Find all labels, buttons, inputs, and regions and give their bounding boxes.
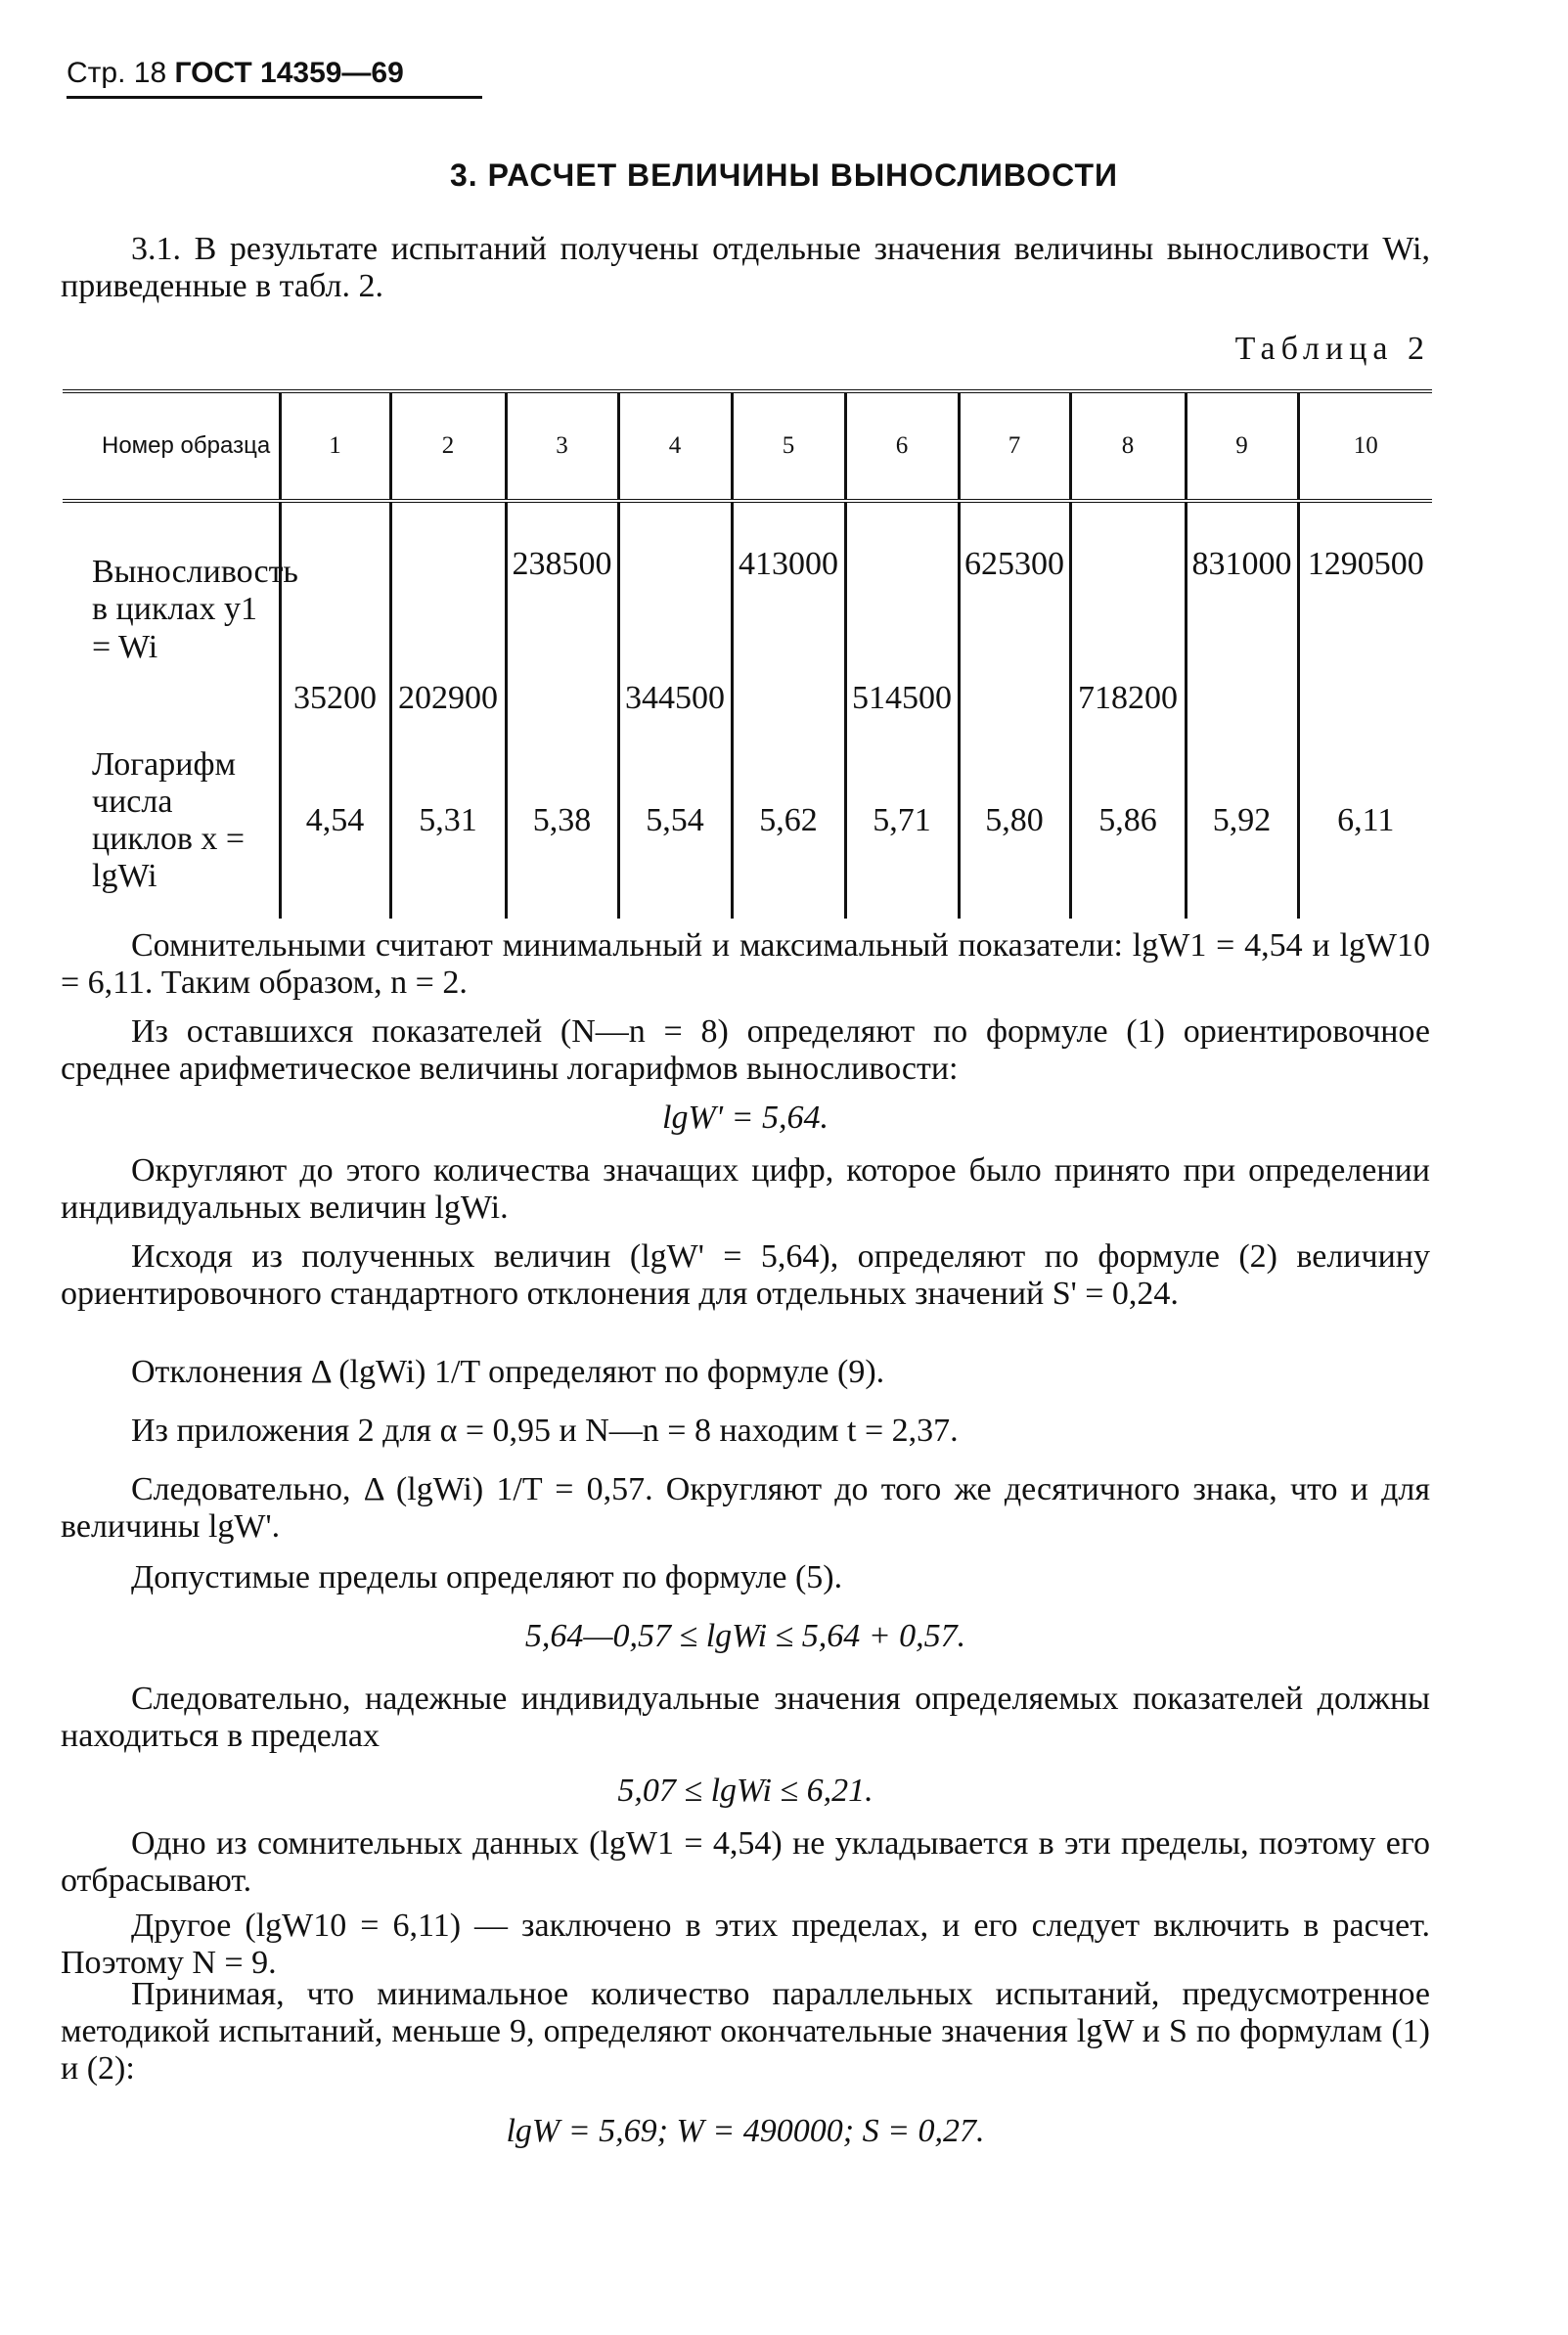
header-label: Номер образца [63, 391, 280, 501]
paragraph: Исходя из полученных величин (lgW' = 5,64), определяют по формуле (2) величину ориентировочного стандартного отклонения для отдельных значений S' = 0,24. [61, 1238, 1430, 1313]
table-caption: Таблица 2 [1234, 331, 1430, 367]
table-cell: 5,86 [1070, 723, 1186, 919]
table-cell: 4,54 [280, 723, 390, 919]
table-cell: 514500 [845, 501, 959, 723]
table-cell: 5,92 [1186, 723, 1298, 919]
formula: lgW = 5,69; W = 490000; S = 0,27. [506, 2113, 985, 2149]
table-cell: 831000 [1186, 501, 1298, 723]
table-cell: 5,80 [959, 723, 1070, 919]
paragraph: Принимая, что минимальное количество параллельных испытаний, предусмотренное методикой испытаний, меньше 9, определяют окончательные значения lgW и S по формулам (1) и (2): [61, 1976, 1430, 2088]
paragraph: Из приложения 2 для α = 0,95 и N—n = 8 находим t = 2,37. [131, 1413, 959, 1449]
row-label-logarithm: Логарифм числа циклов x = lgWi [92, 745, 246, 895]
sample-number: 1 [280, 391, 390, 501]
sample-number: 9 [1186, 391, 1298, 501]
table-cell: 6,11 [1298, 723, 1432, 919]
standard-code: ГОСТ 14359—69 [174, 57, 404, 89]
endurance-table [63, 389, 1432, 919]
table-cell: 413000 [732, 501, 845, 723]
table-row-logarithm [63, 723, 1432, 919]
page-header [67, 57, 482, 99]
page-number: Стр. 18 [67, 57, 167, 89]
table-cell: 718200 [1070, 501, 1186, 723]
paragraph: Округляют до этого количества значащих цифр, которое было принято при определении индивидуальных величин lgWi. [61, 1152, 1430, 1227]
table-cell: 35200 [280, 501, 390, 723]
paragraph: Отклонения Δ (lgWi) 1/T определяют по формуле (9). [131, 1354, 885, 1390]
paragraph: Следовательно, надежные индивидуальные значения определяемых показателей должны находиться в пределах [61, 1681, 1430, 1755]
section-title: 3. РАСЧЕТ ВЕЛИЧИНЫ ВЫНОСЛИВОСТИ [450, 157, 1118, 193]
sample-number: 5 [732, 391, 845, 501]
formula: lgW' = 5,64. [662, 1100, 829, 1136]
formula: 5,07 ≤ lgWi ≤ 6,21. [617, 1773, 874, 1809]
paragraph: Одно из сомнительных данных (lgW1 = 4,54) не укладывается в эти пределы, поэтому его отбрасывают. [61, 1825, 1430, 1900]
sample-number: 7 [959, 391, 1070, 501]
table-cell: 344500 [618, 501, 732, 723]
table-cell: 5,31 [390, 723, 506, 919]
paragraph: Сомнительными считают минимальный и максимальный показатели: lgW1 = 4,54 и lgW10 = 6,11. Таким образом, n = 2. [61, 927, 1430, 1002]
table-cell: 5,62 [732, 723, 845, 919]
table-cell: 5,71 [845, 723, 959, 919]
table-cell: 5,38 [506, 723, 618, 919]
paragraph: Другое (lgW10 = 6,11) — заключено в этих пределах, и его следует включить в расчет. Поэтому N = 9. [61, 1908, 1430, 1982]
table-cell: 1290500 [1298, 501, 1432, 723]
table-cell: 5,54 [618, 723, 732, 919]
sample-number: 10 [1298, 391, 1432, 501]
row-label-endurance: Выносливость в циклах y1 = Wi [92, 554, 298, 665]
table-row-endurance [63, 501, 1432, 723]
sample-number: 6 [845, 391, 959, 501]
paragraph: Допустимые пределы определяют по формуле (5). [131, 1559, 843, 1595]
intro-paragraph: 3.1. В результате испытаний получены отдельные значения величины выносливости Wi, приведенные в табл. 2. [61, 231, 1430, 305]
sample-number: 3 [506, 391, 618, 501]
table-cell: 238500 [506, 501, 618, 723]
table-cell: 202900 [390, 501, 506, 723]
sample-number: 2 [390, 391, 506, 501]
sample-number: 4 [618, 391, 732, 501]
paragraph: Из оставшихся показателей (N—n = 8) определяют по формуле (1) ориентировочное среднее арифметическое величины логарифмов выносливости: [61, 1013, 1430, 1088]
table-header-row [63, 391, 1432, 501]
sample-number: 8 [1070, 391, 1186, 501]
paragraph: Следовательно, Δ (lgWi) 1/T = 0,57. Округляют до того же десятичного знака, что и для величины lgW'. [61, 1471, 1430, 1546]
table-cell: 625300 [959, 501, 1070, 723]
formula: 5,64—0,57 ≤ lgWi ≤ 5,64 + 0,57. [524, 1618, 966, 1654]
